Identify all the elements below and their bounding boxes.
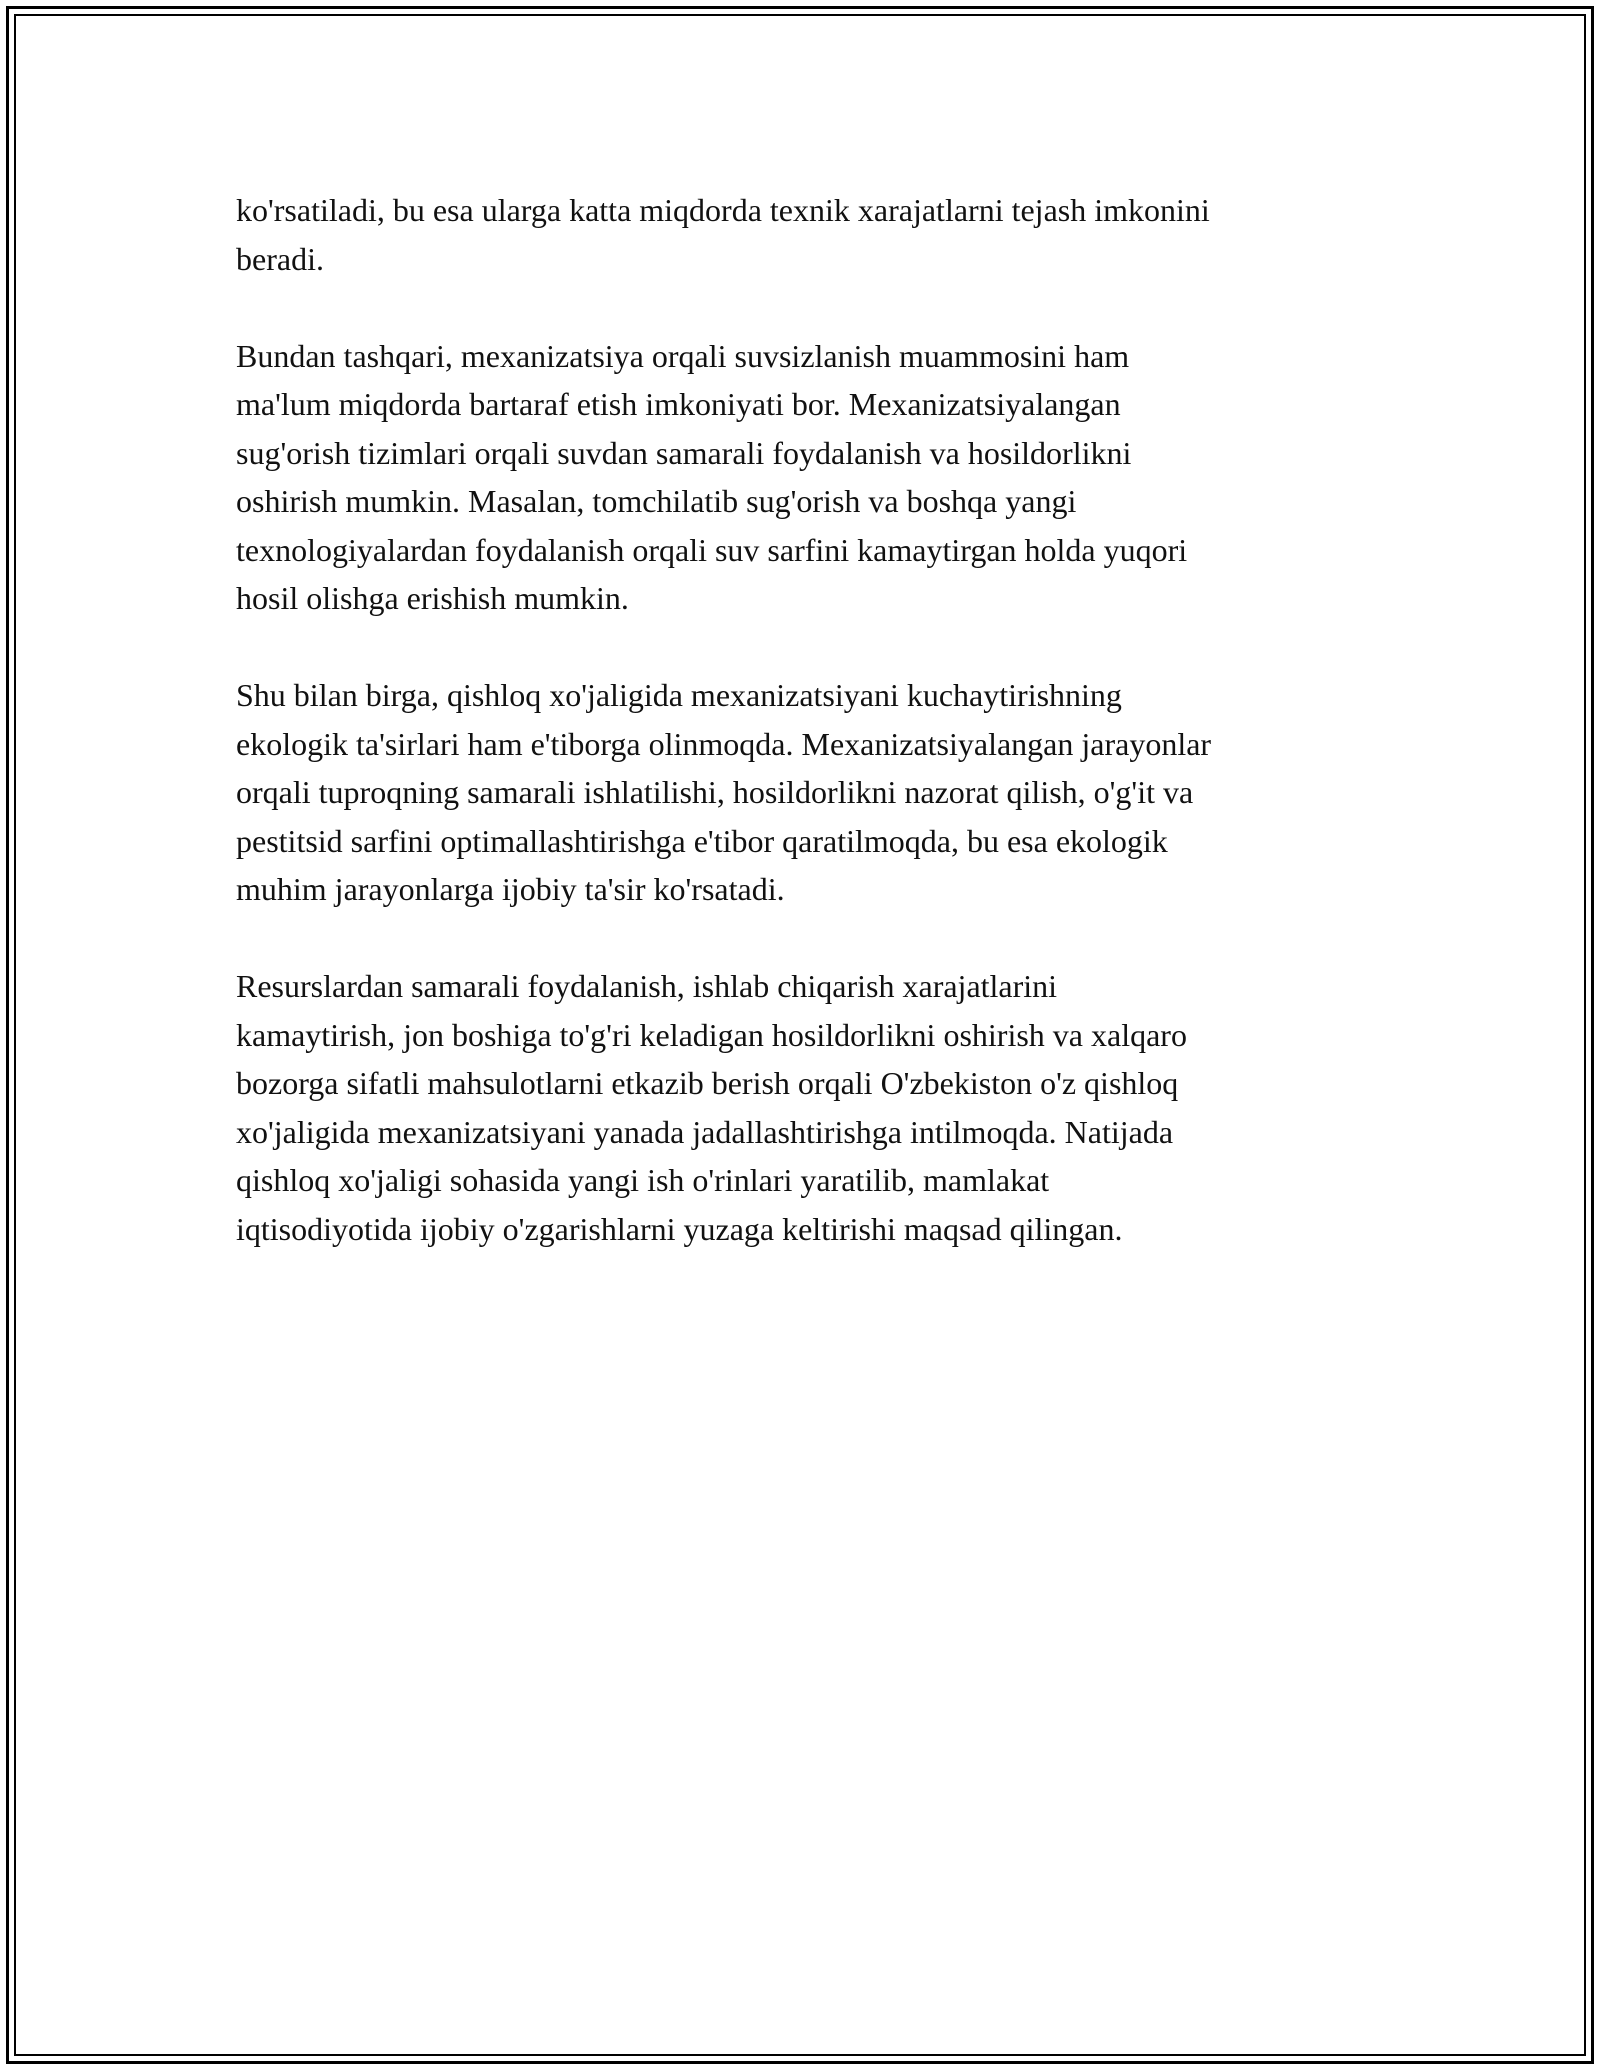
- paragraph-1: ko'rsatiladi, bu esa ularga katta miqdorda texnik xarajatlarni tejash imkonini beradi.: [236, 192, 1210, 277]
- paragraph-3: Shu bilan birga, qishloq xo'jaligida mexanizatsiyani kuchaytirishning ekologik ta'sirlari ham e'tiborga olinmoqda. Mexanizatsiyalangan jarayonlar orqali tuproqning samarali ishlatilishi, hosildorlikni nazorat qilish, o'g'it va pestitsid sarfini optimallashtirishga e'tibor qaratilmoqda, bu esa ekologik muhim jarayonlarga ijobiy ta'sir ko'rsatadi.: [236, 677, 1212, 907]
- document-body: [236, 186, 1366, 1302]
- paragraph-4: Resurslardan samarali foydalanish, ishlab chiqarish xarajatlarini kamaytirish, jon boshiga to'g'ri keladigan hosildorlikni oshirish va xalqaro bozorga sifatli mahsulotlarni etkazib berish orqali O'zbekiston o'z qishloq xo'jaligida mexanizatsiyani yanada jadallashtirishga intilmoqda. Natijada qishloq xo'jaligi sohasida yangi ish o'rinlari yaratilib, mamlakat iqtisodiyotida ijobiy o'zgarishlarni yuzaga keltirishi maqsad qilingan.: [236, 968, 1187, 1247]
- paragraph-2: Bundan tashqari, mexanizatsiya orqali suvsizlanish muammosini ham ma'lum miqdorda bartaraf etish imkoniyati bor. Mexanizatsiyalangan sug'orish tizimlari orqali suvdan samarali foydalanish va hosildorlikni oshirish mumkin. Masalan, tomchilatib sug'orish va boshqa yangi texnologiyalardan foydalanish orqali suv sarfini kamaytirgan holda yuqori hosil olishga erishish mumkin.: [236, 337, 1188, 616]
